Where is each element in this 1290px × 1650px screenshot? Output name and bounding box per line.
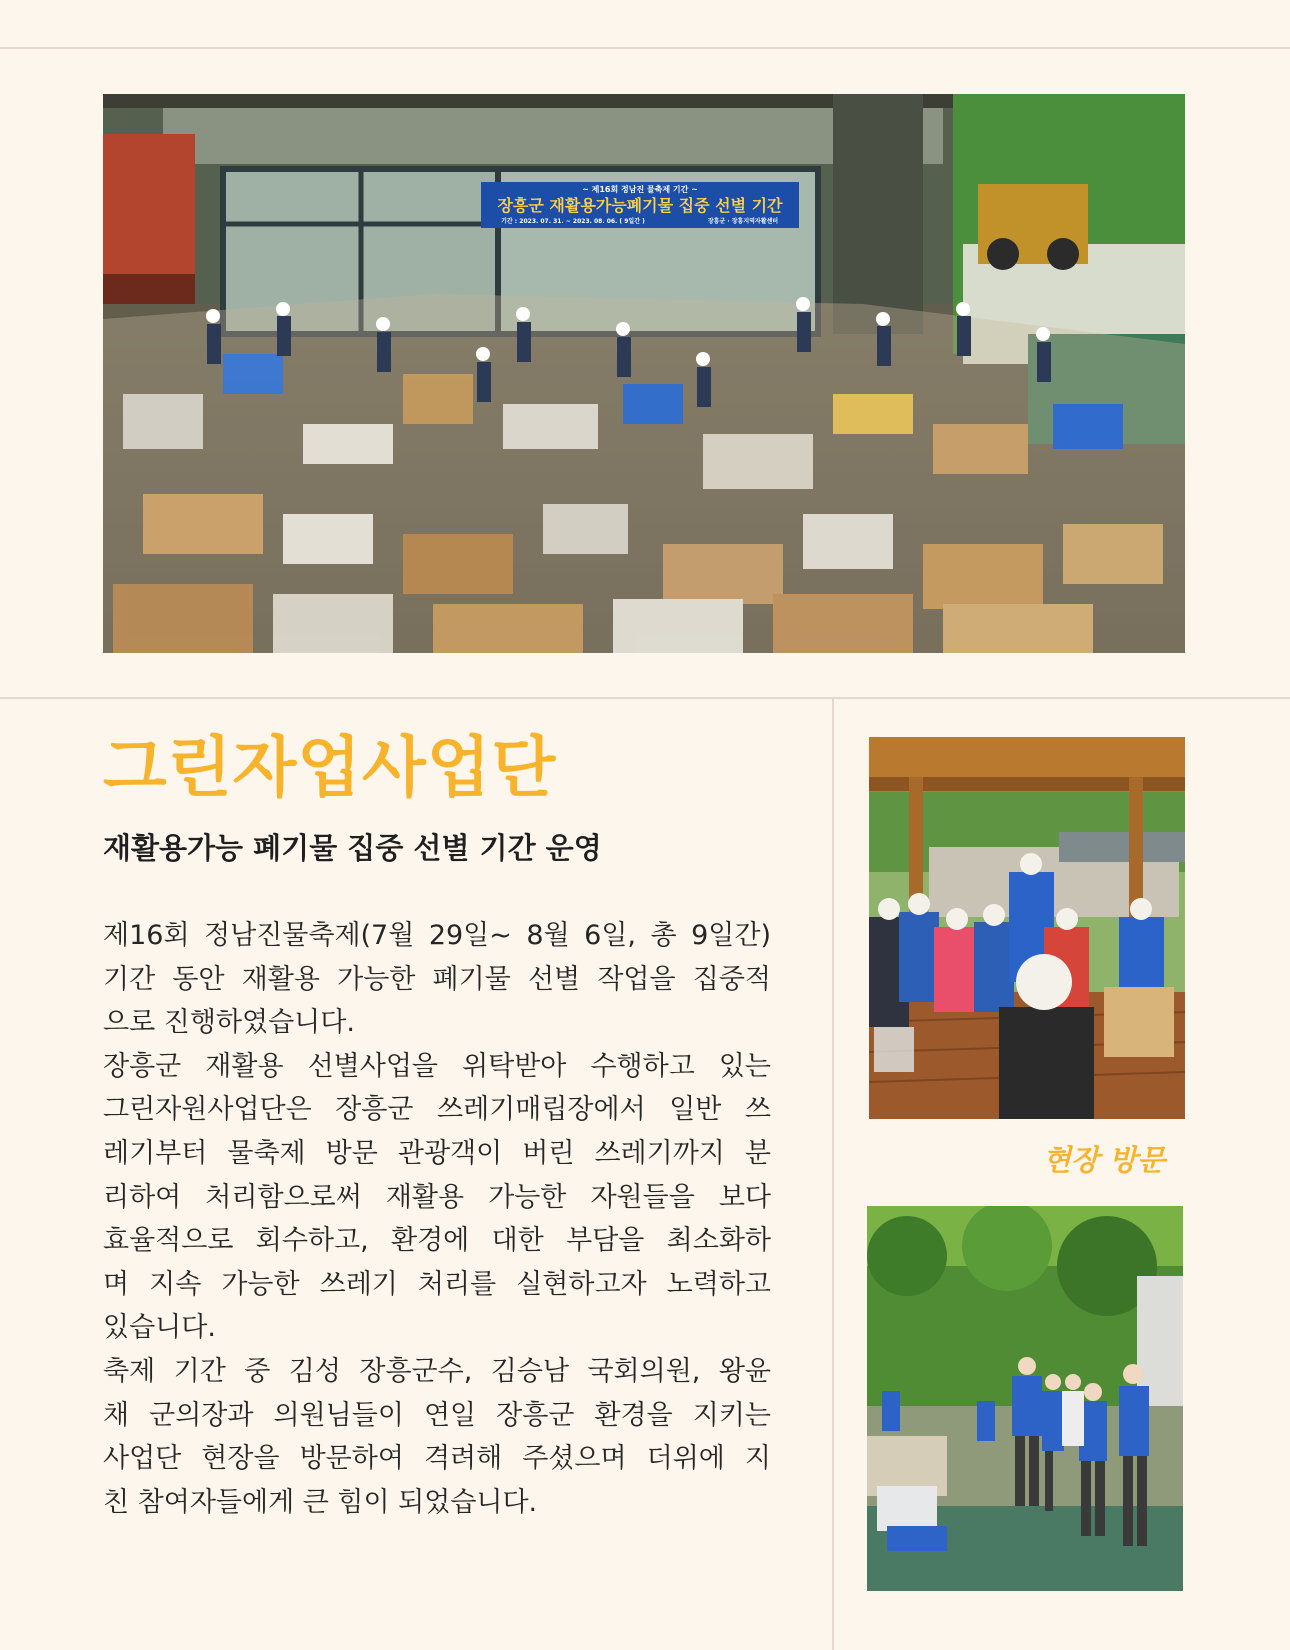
- body-line: 그린자원사업단은 장흥군 쓰레기매립장에서 일반 쓰: [103, 1094, 771, 1126]
- pavilion-visit-photo: [869, 737, 1185, 1119]
- banner-org-text: 장흥군 · 장흥지역자활센터: [707, 218, 779, 225]
- banner-small-text: ~ 제16회 정남진 물축제 기간 ~: [582, 185, 698, 194]
- banner-title-text: 장흥군 재활용가능폐기물 집중 선별 기간: [497, 196, 783, 215]
- body-line: 친 참여자들에게 큰 힘이 되었습니다.: [103, 1486, 538, 1518]
- body-line: 채 군의장과 의원님들이 연일 장흥군 환경을 지키는: [103, 1399, 771, 1431]
- body-line: 효율적으로 회수하고, 환경에 대한 부담을 최소화하: [103, 1225, 771, 1257]
- body-line: 리하여 처리함으로써 재활용 가능한 자원들을 보다: [103, 1181, 771, 1213]
- body-line: 사업단 현장을 방문하여 격려해 주셨으며 더위에 지: [103, 1443, 771, 1475]
- body-line: 축제 기간 중 김성 장흥군수, 김승남 국회의원, 왕윤: [103, 1355, 771, 1387]
- top-divider: [0, 47, 1290, 49]
- middle-divider: [0, 697, 1290, 699]
- page-title: 그린자업사업단: [103, 729, 557, 806]
- body-line: 장흥군 재활용 선별사업을 위탁받아 수행하고 있는: [103, 1050, 771, 1082]
- body-line: 기간 동안 재활용 가능한 폐기물 선별 작업을 집중적: [103, 963, 771, 995]
- body-line: 있습니다.: [103, 1312, 216, 1344]
- article-body: [103, 914, 771, 1524]
- banner-period-text: 기간 : 2023. 07. 31. ~ 2023. 08. 06. ( 9일간 ): [501, 218, 645, 225]
- section-subtitle: 재활용가능 폐기물 집중 선별 기간 운영: [103, 831, 602, 865]
- body-line: 며 지속 가능한 쓰레기 처리를 실현하고자 노력하고: [103, 1268, 771, 1300]
- sorting-site-photo: [103, 94, 1185, 653]
- column-divider: [832, 699, 834, 1650]
- body-line: 제16회 정남진물축제(7월 29일~ 8월 6일, 총 9일간): [103, 920, 771, 951]
- photo-caption: 현장 방문: [1042, 1143, 1165, 1177]
- body-line: 레기부터 물축제 방문 관광객이 버린 쓰레기까지 분: [103, 1137, 771, 1169]
- body-line: 으로 진행하였습니다.: [103, 1007, 355, 1039]
- site-visit-photo: [867, 1206, 1183, 1591]
